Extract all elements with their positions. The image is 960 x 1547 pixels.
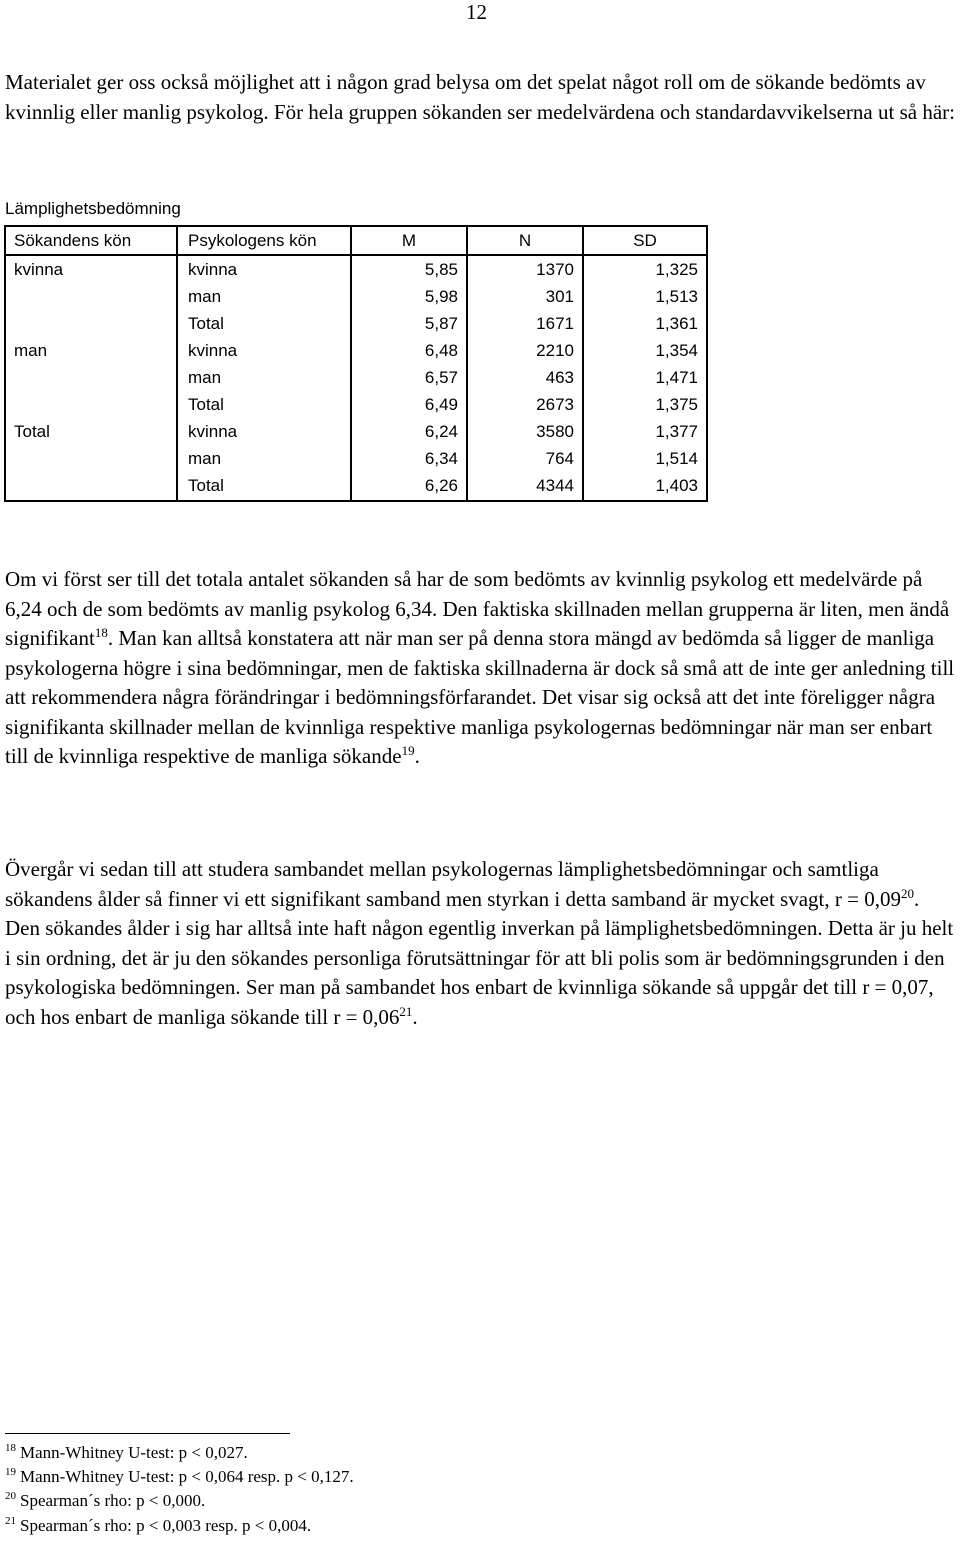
page-number: 12 — [466, 0, 487, 24]
footnote-separator — [5, 1433, 290, 1434]
cell-psykologens-kon: Total — [177, 473, 351, 501]
cell-m: 5,87 — [351, 310, 467, 337]
footnote-number: 18 — [5, 1442, 16, 1454]
cell-m: 6,57 — [351, 364, 467, 391]
cell-sokandens-kon — [5, 283, 177, 310]
cell-sd: 1,471 — [583, 364, 707, 391]
cell-psykologens-kon: Total — [177, 310, 351, 337]
statistics-table — [4, 225, 708, 502]
paragraph-text: . Man kan alltså konstatera att när man ser på denna stora mängd av bedömda så ligger de manliga psykologerna högre i sina bedömningar, men de faktiska skillnaderna är dock så små att de inte ger anledning till att rekommendera några förändringar i bedömningsförfarandet. Det visar sig också att det inte föreligger några signifikanta skillnader mellan de kvinnliga respektive manliga psykologernas bedömningar när man ser enbart till de kvinnliga respektive de manliga sökande — [5, 626, 955, 768]
cell-m: 6,34 — [351, 446, 467, 473]
footnote-text: Mann-Whitney U-test: p < 0,027. — [20, 1443, 248, 1462]
cell-sd: 1,375 — [583, 392, 707, 419]
cell-n: 463 — [467, 364, 583, 391]
cell-psykologens-kon: man — [177, 364, 351, 391]
footnote-number: 20 — [5, 1490, 16, 1503]
cell-m: 6,49 — [351, 392, 467, 419]
cell-n: 764 — [467, 446, 583, 473]
cell-m: 6,48 — [351, 337, 467, 364]
paragraph-gender-comparison — [5, 565, 955, 772]
paragraph-text: . — [414, 744, 420, 768]
table-row — [5, 446, 707, 473]
table-row — [5, 337, 707, 364]
table-row — [5, 392, 707, 419]
footnote-text: Mann-Whitney U-test: p < 0,064 resp. p < 0,127. — [20, 1467, 354, 1487]
footnote-text: Spearman´s rho: p < 0,003 resp. p < 0,004. — [20, 1515, 312, 1535]
paragraph-age-correlation — [5, 855, 955, 1032]
cell-sd: 1,361 — [583, 310, 707, 337]
cell-n: 4344 — [467, 473, 583, 501]
footnote-ref: 20 — [900, 885, 914, 901]
footnote-ref: 19 — [401, 743, 415, 758]
footnote-text: Spearman´s rho: p < 0,000. — [20, 1491, 206, 1511]
footnotes — [5, 1441, 354, 1538]
footnote-ref: 18 — [94, 625, 108, 640]
cell-n: 2673 — [467, 392, 583, 419]
footnote-number: 19 — [5, 1466, 16, 1479]
cell-n: 1370 — [467, 255, 583, 283]
footnote — [5, 1489, 354, 1513]
header-n: N — [467, 226, 583, 255]
paragraph-text: Om vi först ser till det totala antalet sökanden så har de som bedömts av kvinnlig psykolog ett medelvärde på 6,24 och de som bedömts av manlig psykolog 6,34. Den faktiska skillnaden mellan grupperna är liten, men ändå signifikant — [5, 567, 950, 650]
cell-sokandens-kon: man — [5, 337, 177, 364]
header-sokandens-kon: Sökandens kön — [5, 226, 177, 255]
cell-n: 3580 — [467, 419, 583, 446]
cell-m: 5,85 — [351, 255, 467, 283]
cell-m: 5,98 — [351, 283, 467, 310]
cell-psykologens-kon: kvinna — [177, 255, 351, 283]
table-row — [5, 419, 707, 446]
footnote — [5, 1465, 354, 1489]
paragraph-text: . Den sökandes ålder i sig har alltså inte haft någon egentlig inverkan på lämplighetsbedömningen. Detta är ju helt i sin ordning, det är ju den sökandes personliga förutsättningar för att bli polis som är bedömningsgrunden i den psykologiska bedömningen. Ser man på sambandet hos enbart de kvinnliga sökande så uppgår det till r = 0,07, och hos enbart de manliga sökande till r = 0,06 — [5, 886, 954, 1029]
cell-sd: 1,377 — [583, 419, 707, 446]
header-sd: SD — [583, 226, 707, 255]
paragraph-text: Övergår vi sedan till att studera sambandet mellan psykologernas lämplighetsbedömningar och samtliga sökandens ålder så finner vi ett signifikant samband men styrkan i detta samband är mycket svagt, r = 0,09 — [5, 857, 901, 911]
cell-sokandens-kon: Total — [5, 419, 177, 446]
header-psykologens-kon: Psykologens kön — [177, 226, 351, 255]
cell-m: 6,26 — [351, 473, 467, 501]
cell-sokandens-kon — [5, 473, 177, 501]
table-row — [5, 364, 707, 391]
cell-psykologens-kon: kvinna — [177, 337, 351, 364]
cell-sd: 1,514 — [583, 446, 707, 473]
cell-psykologens-kon: man — [177, 283, 351, 310]
footnote-ref: 21 — [399, 1003, 413, 1019]
cell-psykologens-kon: man — [177, 446, 351, 473]
cell-sokandens-kon: kvinna — [5, 255, 177, 283]
footnote — [5, 1514, 354, 1538]
cell-sokandens-kon — [5, 446, 177, 473]
table-row — [5, 283, 707, 310]
cell-sd: 1,354 — [583, 337, 707, 364]
cell-m: 6,24 — [351, 419, 467, 446]
cell-n: 2210 — [467, 337, 583, 364]
cell-n: 1671 — [467, 310, 583, 337]
cell-psykologens-kon: kvinna — [177, 419, 351, 446]
intro-paragraph: Materialet ger oss också möjlighet att i någon grad belysa om det spelat något roll om de sökande bedömts av kvinnlig eller manlig psykolog. För hela gruppen sökanden ser medelvärdena och standardavvikelserna ut så här: — [5, 70, 955, 124]
footnote-number: 21 — [5, 1514, 16, 1527]
paragraph-text: . — [412, 1004, 418, 1029]
header-m: M — [351, 226, 467, 255]
cell-sd: 1,513 — [583, 283, 707, 310]
cell-sokandens-kon — [5, 364, 177, 391]
cell-sokandens-kon — [5, 392, 177, 419]
cell-sd: 1,325 — [583, 255, 707, 283]
table-row — [5, 310, 707, 337]
cell-sd: 1,403 — [583, 473, 707, 501]
cell-n: 301 — [467, 283, 583, 310]
table-title: Lämplighetsbedömning — [5, 199, 181, 218]
table-row — [5, 473, 707, 501]
footnote — [5, 1441, 354, 1465]
cell-psykologens-kon: Total — [177, 392, 351, 419]
cell-sokandens-kon — [5, 310, 177, 337]
table-header-row — [5, 226, 707, 255]
table-row — [5, 255, 707, 283]
